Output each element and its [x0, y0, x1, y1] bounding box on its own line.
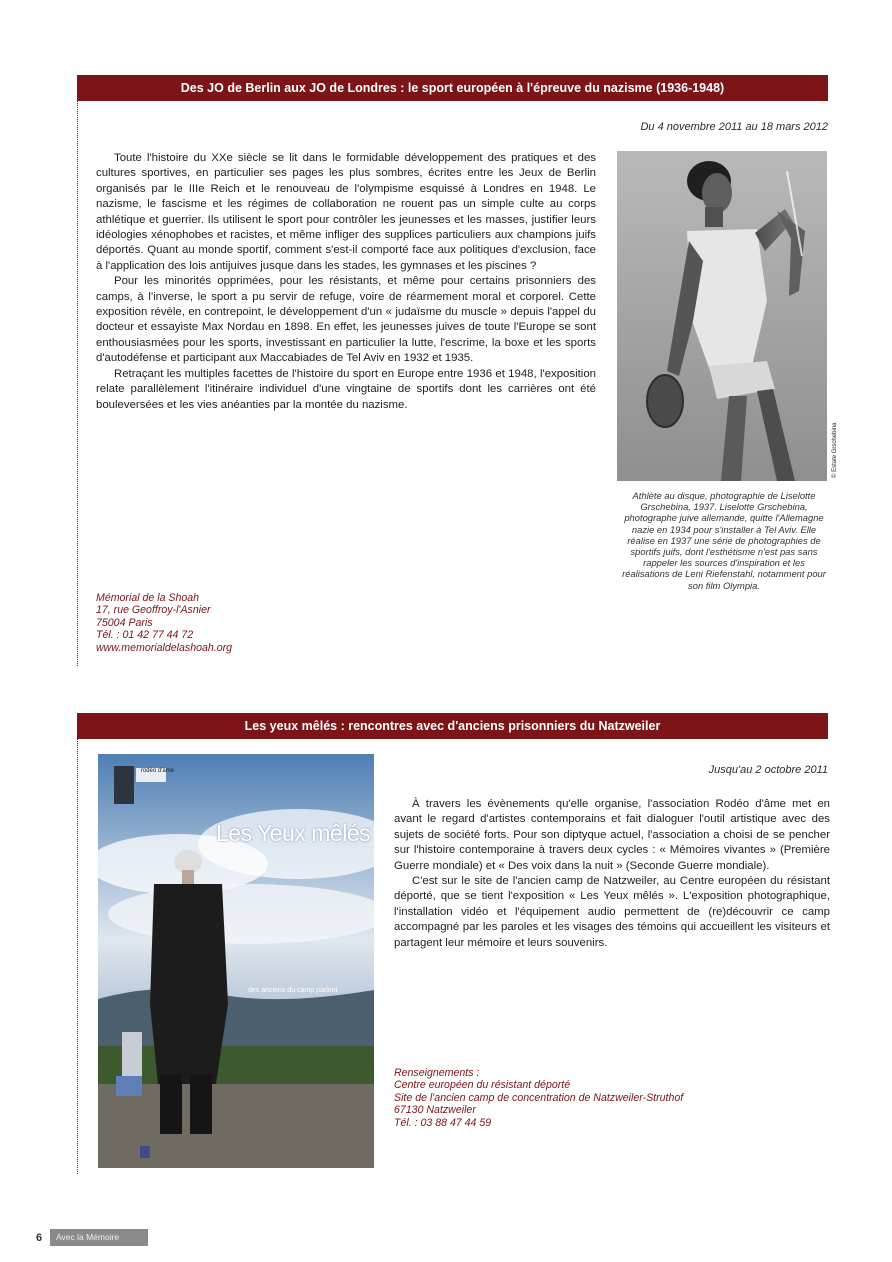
- section1-paragraph: Toute l'histoire du XXe siècle se lit dans le formidable développement des pratiques et des cultures sportives, en particulier ses pages les plus sombres, écrites entre les Jeux de Berlin organisés par le IIIe Reich et le renouveau de l'olympisme esquissé à Londres en 1948. Le nazisme, le fascisme et les régimes de collaboration ne rouent pas un simple culte au corps athlétique et guerrier. Ils utilisent le sport pour contrôler les jeunesses et les masses, justifier leurs idéologies xénophobes et racistes, et même infliger des supplices particuliers aux champions juifs déportés. Quant au monde sportif, comment s'est-il comporté face aux politiques d'exclusion, face à l'application des lois antijuives jusque dans les stades, les gymnases et les piscines ?: [96, 152, 596, 272]
- section2-contact-info: [394, 1067, 683, 1129]
- poster-title: Les Yeux mêlés: [216, 820, 371, 846]
- section1-left-rule: [77, 101, 78, 666]
- contact-line: Renseignements :: [394, 1067, 480, 1079]
- website-link[interactable]: www.memorialdelashoah.org: [96, 641, 233, 654]
- contact-line: Centre européen du résistant déporté: [394, 1079, 571, 1092]
- section1-title: Des JO de Berlin aux JO de Londres : le sport européen à l'épreuve du nazisme (1936-1948): [180, 81, 725, 95]
- section2-title-bar: [77, 713, 828, 739]
- athlete-illustration: [617, 151, 827, 481]
- section2-paragraph: C'est sur le site de l'ancien camp de Natzweiler, au Centre européen du résistant déporté, que se tient l'exposition « Les Yeux mêlés ». L'exposition photographique, l'installation vidéo et l'équipement audio permettent de (re)découvrir ce camp accompagné par les paroles et les visages des témoins qui accueillent les visiteurs et partagent leur mémoire et leurs souvenirs.: [394, 875, 830, 949]
- discus-athlete-photo: [617, 151, 827, 481]
- les-yeux-meles-poster: [98, 754, 374, 1168]
- contact-line: 17, rue Geoffroy-l'Asnier: [96, 604, 211, 617]
- section1-paragraph: Pour les minorités opprimées, pour les résistants, et même pour certains prisonniers des camps, à l'inverse, le sport a pu servir de refuge, voire de réarmement moral et corporel. Cette exposition révèle, en contrepoint, le développement d'un « judaïsme du muscle » depuis l'appel du docteur et essayiste Max Nordau en 1898. En effet, les jeunesses juives de toute l'Europe se sont enthousiasmées pour les sports, investissant en particulier la lutte, l'escrime, la boxe et les sports d'autodéfense et participant aux Maccabiades de Tel Aviv en 1932 et 1935.: [96, 275, 596, 365]
- section2-paragraph: À travers les évènements qu'elle organise, l'association Rodéo d'âme met en avant le regard d'artistes contemporains et fait dialoguer l'outil artistique avec des sujets de société forts. Pour son diptyque actuel, l'association a choisi de se pencher sur l'histoire contemporaine à travers deux cycles : « Mémoires vivantes » (Première Guerre mondiale) et « Des voix dans la nuit » (Seconde Guerre mondiale).: [394, 798, 830, 872]
- contact-line: Tél. : 03 88 47 44 59: [394, 1116, 492, 1129]
- section1-contact-info: [96, 592, 232, 654]
- poster-logo: rodéo d'âme: [140, 768, 174, 774]
- section1-paragraph: Retraçant les multiples facettes de l'histoire du sport en Europe entre 1936 et 1948, l'exposition relate parallèlement l'itinéraire individuel d'une vingtaine de sportifs dont les carrières ont été bouleversées et les vies anéanties par la montée du nazisme.: [96, 367, 596, 411]
- contact-line: Mémorial de la Shoah: [96, 592, 200, 604]
- page-number: 6: [36, 1232, 43, 1244]
- photo-credit: © Estate Grschebina: [832, 422, 838, 478]
- poster-subtitle: des anciens du camp parlent: [248, 987, 338, 994]
- photo-caption: Athlète au disque, photographie de Liselotte Grschebina, 1937. Liselotte Grschebina, photographe juive allemande, quitte l'Allemagne nazie en 1934 pour s'installer à Tel Aviv. Elle réalise en 1937 une série de photographies de sportifs juifs, dont l'esthétisme n'est pas sans rappeler les sources d'inspiration et les réalisations de Leni Riefenstahl, notamment pour son film Olympia.: [622, 490, 826, 591]
- poster-illustration: [98, 754, 374, 1168]
- section2-left-rule: [77, 739, 78, 1174]
- contact-line: Site de l'ancien camp de concentration de Natzweiler-Struthof: [394, 1091, 684, 1104]
- section2-title: Les yeux mêlés : rencontres avec d'anciens prisonniers du Natzweiler: [244, 719, 661, 733]
- contact-line: 67130 Natzweiler: [394, 1104, 476, 1117]
- section1-date: Du 4 novembre 2011 au 18 mars 2012: [640, 121, 828, 133]
- contact-line: Tél. : 01 42 77 44 72: [96, 629, 194, 642]
- section2-date: Jusqu'au 2 octobre 2011: [708, 764, 828, 776]
- footer-tag: Avec la Mémoire: [50, 1229, 148, 1246]
- section2-body: [394, 797, 830, 951]
- section1-body: [96, 151, 596, 413]
- contact-line: 75004 Paris: [96, 616, 153, 629]
- section1-title-bar: [77, 75, 828, 101]
